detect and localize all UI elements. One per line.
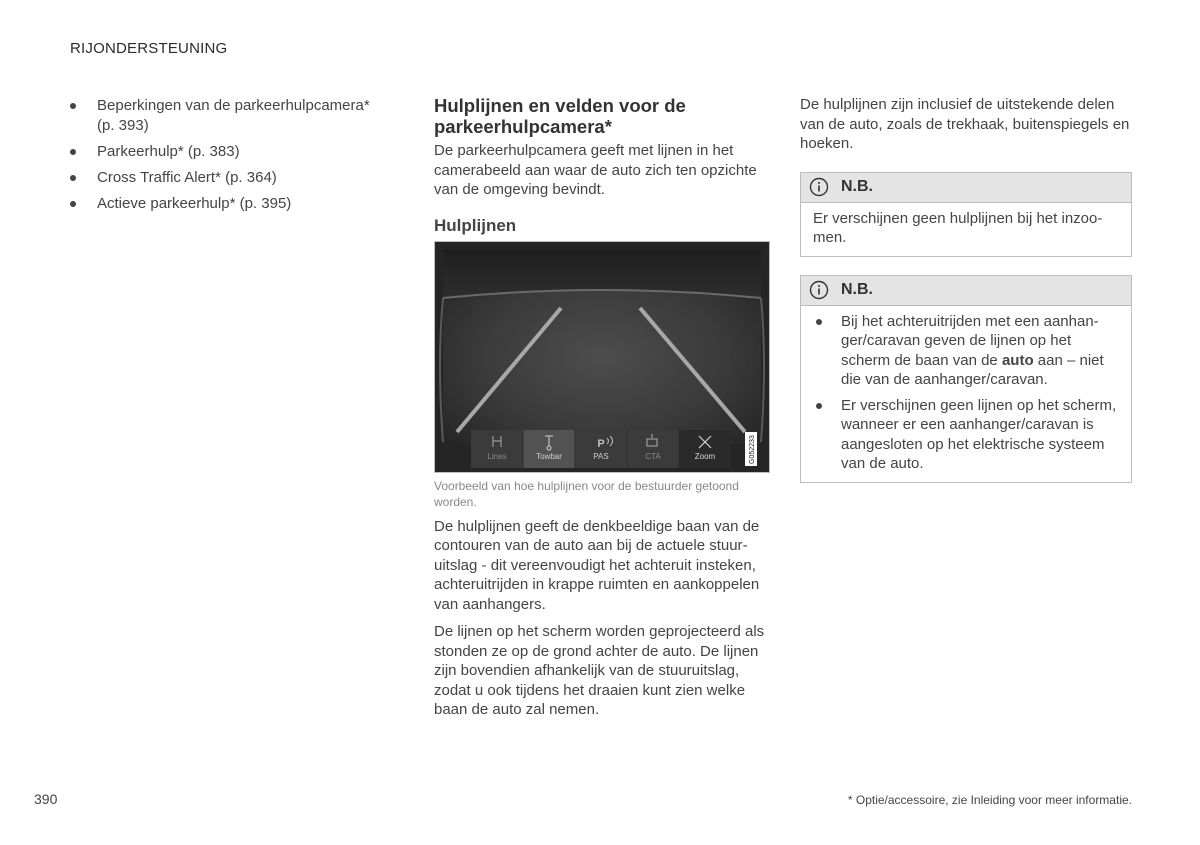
footnote: * Optie/accessoire, zie Inleiding voor meer informatie. (847, 793, 1132, 807)
main-column (434, 95, 768, 720)
bullet-icon (816, 403, 822, 409)
list-item[interactable]: Cross Traffic Alert* (p. 364) (70, 168, 380, 188)
note-box (800, 275, 1132, 483)
list-item[interactable]: Parkeerhulp* (p. 383) (70, 142, 380, 162)
page-number: 390 (34, 791, 58, 807)
note-list (813, 312, 1119, 474)
list-item[interactable]: Actieve parkeerhulp* (p. 395) (70, 194, 380, 214)
subheading: Hulplijnen (434, 215, 517, 235)
camera-view-image (434, 241, 770, 473)
bullet-icon (70, 103, 76, 109)
note-header (801, 173, 1131, 203)
right-column (800, 95, 1132, 483)
bullet-icon (70, 175, 76, 181)
related-links-list (70, 96, 380, 220)
body-paragraph: De hulplijnen geeft de denkbeeldige baan van de contouren van de auto aan bij de actuele stuuruitslag - dit vereenvoudigt het achteruit insteken, achteruitrijden in krappe ruimten en aankoppelen van aanhangers. (434, 517, 760, 613)
image-code: G052233 (749, 434, 756, 464)
note-title: N.B. (841, 281, 873, 298)
info-icon (809, 177, 829, 197)
bullet-icon (70, 149, 76, 155)
cta-label: CTA (645, 451, 661, 461)
camera-scene (435, 242, 769, 472)
note-header (801, 276, 1131, 306)
info-icon (809, 280, 829, 300)
zoom-label: Zoom (694, 451, 716, 461)
intro-text: De parkeerhulpcamera geeft met lijnen in het camerabeeld aan waar de auto zich ten opzichte van de omgeving bevindt. (434, 142, 757, 198)
note-title: N.B. (841, 178, 873, 195)
list-item: Bij het achteruitrijden met een aanhanger/caravan geven de lijnen op het scherm de baan van de auto aan – niet die van de aanhanger/caravan. (813, 312, 1119, 390)
list-item[interactable]: Beperkingen van de parkeerhulpcamera* (p. 393) (70, 96, 380, 136)
bullet-icon (70, 201, 76, 207)
note-box (800, 172, 1132, 257)
section-title: Hulplijnen en velden voor de parkeerhulpcamera* (434, 95, 686, 137)
pas-label: PAS (593, 451, 609, 461)
list-item: Er verschijnen geen lijnen op het scherm, wanneer er een aanhanger/caravan is aangesloten op het elektrische systeem van de auto. (813, 396, 1119, 474)
bullet-icon (816, 319, 822, 325)
note-text: Er verschijnen geen hulplijnen bij het inzoomen. (813, 209, 1103, 246)
body-paragraph: De lijnen op het scherm worden geprojecteerd als stonden ze op de grond achter de auto. De lijnen zijn bovendien afhankelijk van de stuuruitslag, zodat u ook tijdens het draaien kunt zien welke baan de auto zal nemen. (434, 623, 765, 718)
section-header: RIJONDERSTEUNING (70, 40, 228, 57)
body-paragraph: De hulplijnen zijn inclusief de uitstekende delen van de auto, zoals de trekhaak, buitenspiegels en hoeken. (800, 96, 1130, 152)
towbar-label: Towbar (536, 451, 562, 461)
lines-label: Lines (487, 451, 507, 461)
image-caption: Voorbeeld van hoe hulplijnen voor de bestuurder getoond worden. (434, 478, 739, 509)
svg-text:P: P (597, 437, 605, 450)
